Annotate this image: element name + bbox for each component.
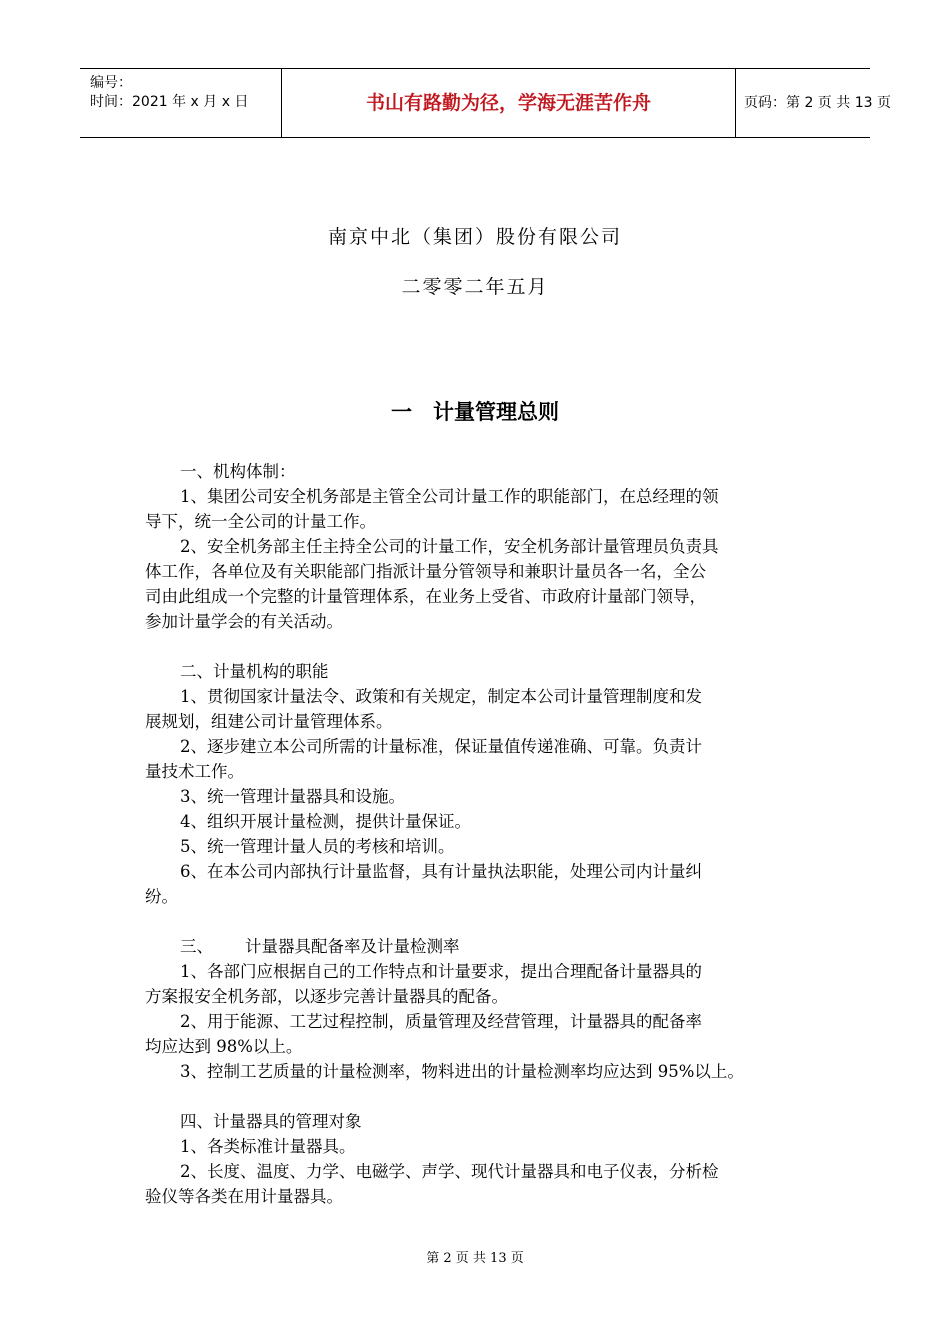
section-heading: 四、计量器具的管理对象	[180, 1112, 362, 1131]
paragraph-line: 验仪等各类在用计量器具。	[145, 1187, 343, 1206]
section-heading-number: 三、	[180, 937, 213, 956]
paragraph-line: 3、控制工艺质量的计量检测率，物料进出的计量检测率均应达到 95%以上。	[180, 1062, 744, 1081]
header-page-code: 页码：第 2 页 共 13 页	[744, 95, 891, 111]
time-label: 时间：2021 年 x 月 x 日	[90, 94, 249, 110]
paragraph-line: 2、长度、温度、力学、电磁学、声学、现代计量器具和电子仪表，分析检	[180, 1162, 719, 1181]
page-footer: 第 2 页 共 13 页	[426, 1251, 524, 1266]
paragraph-line: 体工作，各单位及有关职能部门指派计量分管领导和兼职计量员各一名，全公	[145, 562, 706, 581]
chapter-title: 一 计量管理总则	[391, 400, 559, 424]
paragraph-line: 2、用于能源、工艺过程控制，质量管理及经营管理，计量器具的配备率	[180, 1012, 702, 1031]
paragraph-line: 5、统一管理计量人员的考核和培训。	[180, 837, 455, 856]
paragraph-line: 1、贯彻国家计量法令、政策和有关规定，制定本公司计量管理制度和发	[180, 687, 702, 706]
section-heading: 二、计量机构的职能	[180, 662, 329, 681]
number-label: 编号：	[90, 75, 132, 91]
paragraph-line: 2、逐步建立本公司所需的计量标准，保证量值传递准确、可靠。负责计	[180, 737, 702, 756]
section-heading	[180, 934, 850, 959]
paragraph-line: 1、各部门应根据自己的工作特点和计量要求，提出合理配备计量器具的	[180, 962, 702, 981]
paragraph-line: 3、统一管理计量器具和设施。	[180, 787, 405, 806]
paragraph-line: 2、安全机务部主任主持全公司的计量工作，安全机务部计量管理员负责具	[180, 537, 719, 556]
header-meta	[80, 69, 280, 137]
paragraph-line: 1、各类标准计量器具。	[180, 1137, 356, 1156]
page-header	[80, 68, 891, 138]
paragraph-line: 1、集团公司安全机务部是主管全公司计量工作的职能部门，在总经理的领	[180, 487, 719, 506]
paragraph-line: 均应达到 98%以上。	[145, 1037, 303, 1056]
section-heading: 一、机构体制：	[180, 462, 296, 481]
paragraph-line: 导下，统一全公司的计量工作。	[145, 512, 376, 531]
paragraph-line: 方案报安全机务部，以逐步完善计量器具的配备。	[145, 987, 508, 1006]
document-date: 二零零二年五月	[401, 276, 549, 298]
company-name: 南京中北（集团）股份有限公司	[327, 226, 622, 248]
paragraph-line: 参加计量学会的有关活动。	[145, 612, 343, 631]
paragraph-line: 量技术工作。	[145, 762, 244, 781]
header-motto: 书山有路勤为径，学海无涯苦作舟	[281, 69, 736, 137]
paragraph-line: 4、组织开展计量检测，提供计量保证。	[180, 812, 471, 831]
paragraph-line: 纷。	[145, 887, 178, 906]
paragraph-line: 6、在本公司内部执行计量监督，具有计量执法职能，处理公司内计量纠	[180, 862, 702, 881]
paragraph-line: 司由此组成一个完整的计量管理体系，在业务上受省、市政府计量部门领导，	[145, 587, 706, 606]
paragraph-line: 展规划，组建公司计量管理体系。	[145, 712, 393, 731]
section-heading-text: 计量器具配备率及计量检测率	[245, 937, 460, 956]
